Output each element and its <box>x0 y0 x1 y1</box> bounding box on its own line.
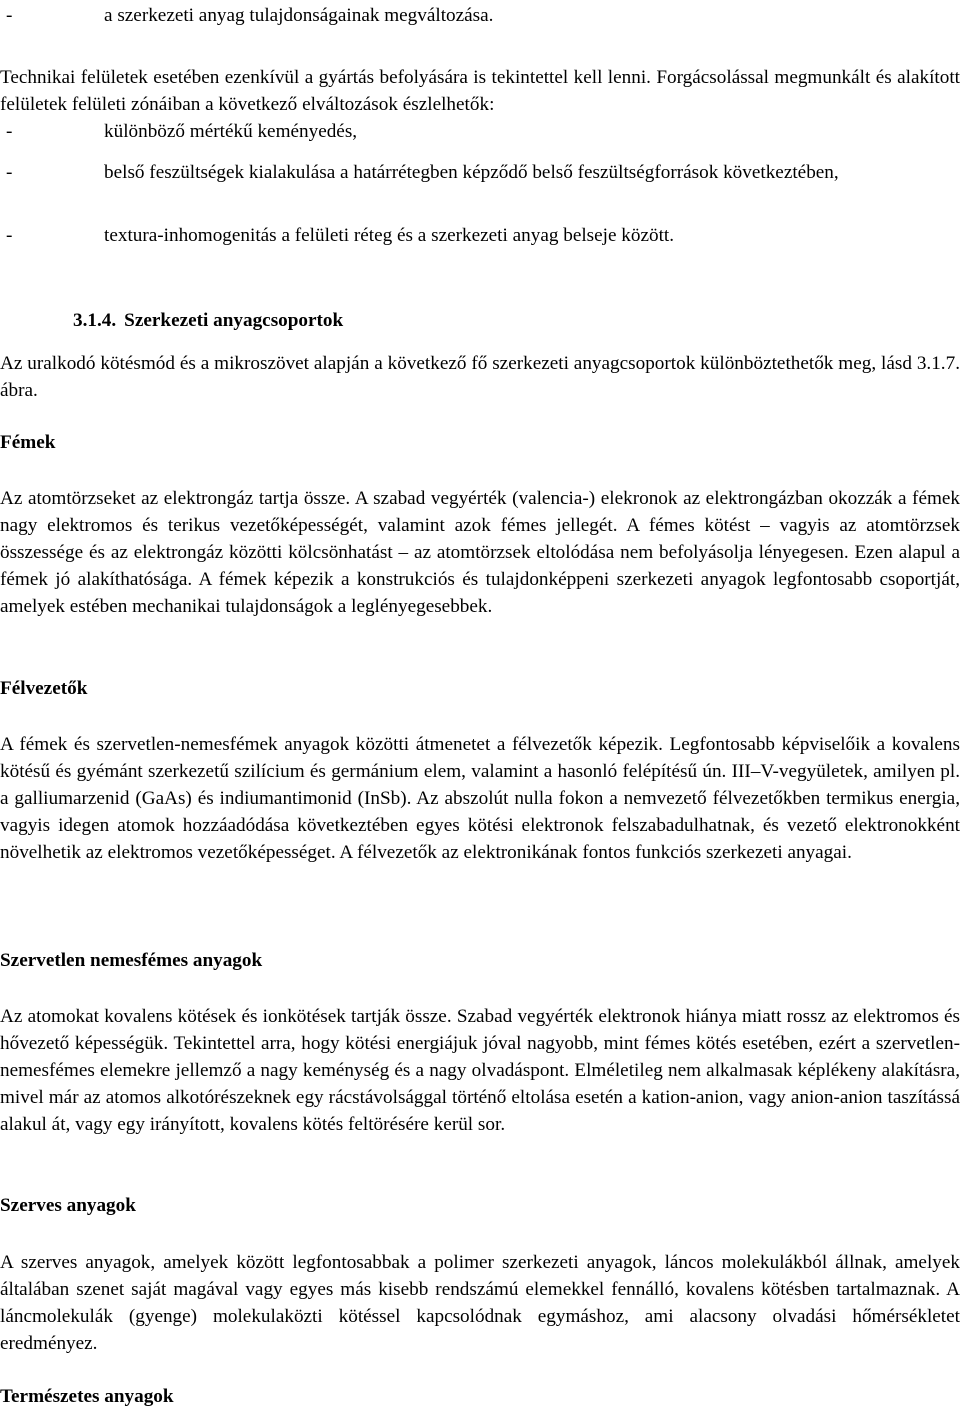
paragraph-technical <box>0 64 960 118</box>
paragraph-text: Az atomokat kovalens kötések és ionkötések tartják össze. Szabad vegyérték elektronok hiánya miatt rossz az elektromos és hővezető képességük. Tekintettel arra, hogy kötési energiájuk jóval nagyobb, mint fémes kötés esetében, ezért a szervetlen-nemesfémes elemekre jellemző a nagy keménység és a nagy olvadáspont. Elméletileg nem alkalmasak képlékeny alakításra, mivel már az atomos alkotórészeknek egy rácstávolsággal történő eltolása esetén a kation-anion, vagy anion-anion taszítássá alakul át, vagy egy irányított, kovalens kötés feltörésére kerül sor. <box>0 1006 960 1135</box>
bullet-text: belső feszültségek kialakulása a határrétegben képződő belső feszültségforrások következtében, <box>104 162 839 183</box>
section-heading <box>73 307 351 334</box>
heading-szervetlen <box>0 947 960 974</box>
bullet-item <box>0 159 960 186</box>
paragraph-text: Az atomtörzseket az elektrongáz tartja össze. A szabad vegyérték (valencia-) elekronok az elektrongázban okozzák a fémek nagy elektromos és terikus vezetőképességét, valamint azok fémes jellegét. A fémes kötést – vagyis az atomtörzsek összessége és az elektrongáz közötti kölcsönhatást – az atomtörzsek eltolódása nem befolyásolja lényegesen. Ezen alapul a fémek jó alakíthatósága. A fémek képezik a konstrukciós és tulajdonképpeni szerkezeti anyagok legfontosabb csoportját, amelyek estében mechanikai tulajdonságok a leglényegesebbek. <box>0 488 960 617</box>
section-title: Szerkezeti anyagcsoportok <box>124 310 344 331</box>
bullet-item <box>0 118 960 145</box>
heading-felvezetok <box>0 675 960 702</box>
bullet-marker: - <box>6 5 13 26</box>
bullet-text: textura-inhomogenitás a felületi réteg és a szerkezeti anyag belseje között. <box>104 225 675 246</box>
paragraph-text: A szerves anyagok, amelyek között legfontosabbak a polimer szerkezeti anyagok, láncos molekulákból állnak, amelyek általában szenet saját magával vagy egyes más kisebb rendszámú elemekkel fennálló, kovalens kötésben tartalmaznak. A láncmolekulák (gyenge) molekulaközti kötéssel kapcsolódnak egymáshoz, ami alacsony olvadási hőmérsékletet eredményez. <box>0 1252 960 1354</box>
bullet-item <box>0 222 960 249</box>
bullet-marker: - <box>6 225 13 246</box>
section-number: 3.1.4. <box>73 310 117 331</box>
heading-text: Természetes anyagok <box>0 1386 174 1407</box>
bullet-text: különböző mértékű keményedés, <box>104 121 358 142</box>
bullet-marker: - <box>6 162 13 183</box>
paragraph-intro <box>0 350 960 404</box>
heading-text: Szervetlen nemesfémes anyagok <box>0 950 263 971</box>
bullet-item <box>0 2 960 29</box>
paragraph-text: Technikai felületek esetében ezenkívül a gyártás befolyására is tekintettel kell lenni. Forgácsolással megmunkált és alakított felületek felületi zónáiban a következő elváltozások észlelhetők: <box>0 67 960 115</box>
paragraph-felvezetok <box>0 731 960 866</box>
bullet-text: a szerkezeti anyag tulajdonságainak megváltozása. <box>104 5 494 26</box>
paragraph-szervetlen <box>0 1003 960 1138</box>
paragraph-szerves <box>0 1249 960 1357</box>
heading-femek <box>0 429 960 456</box>
heading-szerves <box>0 1192 960 1219</box>
paragraph-femek <box>0 485 960 620</box>
heading-text: Fémek <box>0 432 56 453</box>
heading-termeszetes <box>0 1383 960 1410</box>
paragraph-text: A fémek és szervetlen-nemesfémek anyagok közötti átmenetet a félvezetők képezik. Legfontosabb képviselőik a kovalens kötésű és gyémánt szerkezetű szilícium és germánium elem, valamint a hasonló felépítésű ún. III–V-vegyületek, amilyen pl. a galliumarzenid (GaAs) és indiumantimonid (InSb). Az abszolút nulla fokon a nemvezető félvezetőkben termikus energia, vagyis idegen atomok hozzáadódása következtében egyes kötési elektronok felszabadulhatnak, és vezető elektronokként növelhetik az elektromos vezetőképességet. A félvezetők az elektronikának fontos funkciós szerkezeti anyagai. <box>0 734 960 863</box>
heading-text: Félvezetők <box>0 678 88 699</box>
heading-text: Szerves anyagok <box>0 1195 136 1216</box>
paragraph-text: Az uralkodó kötésmód és a mikroszövet alapján a következő fő szerkezeti anyagcsoportok különböztethetők meg, lásd 3.1.7. ábra. <box>0 353 960 401</box>
bullet-marker: - <box>6 121 13 142</box>
